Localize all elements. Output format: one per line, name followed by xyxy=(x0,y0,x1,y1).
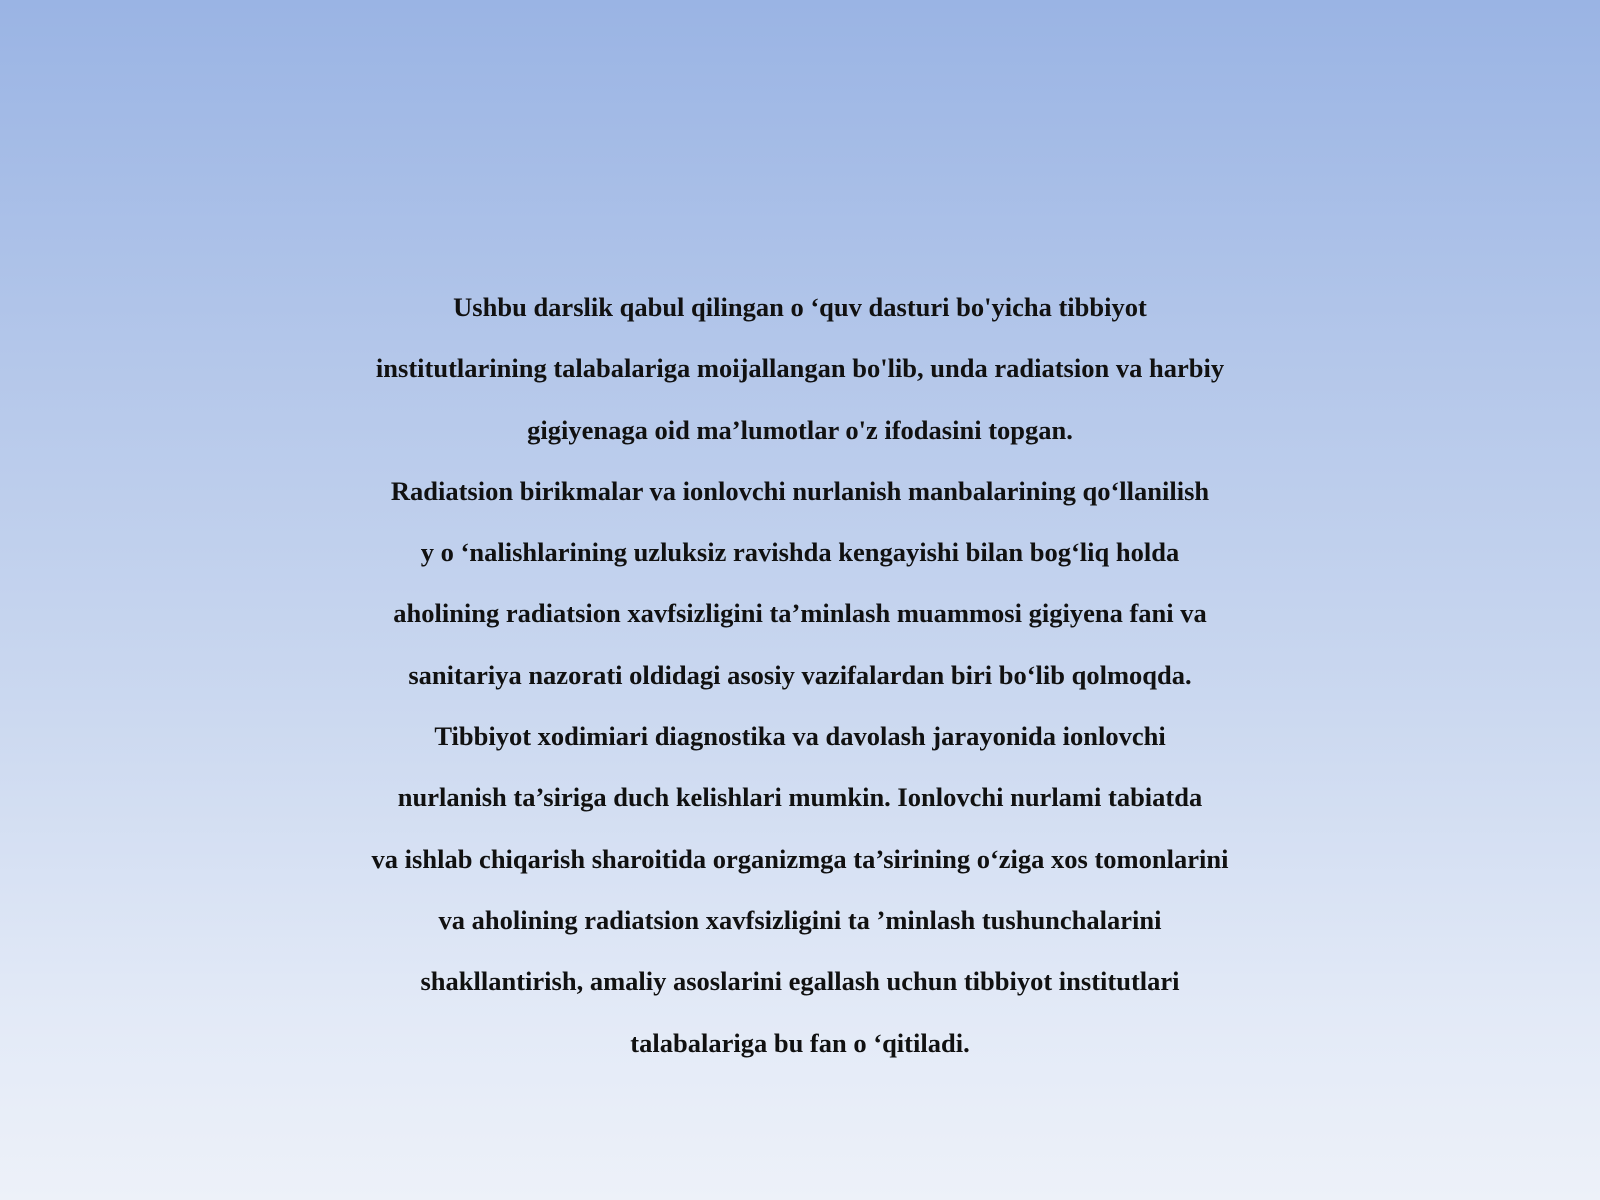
text-line: talabalariga bu fan o ‘qitiladi. xyxy=(630,1027,970,1058)
body-text xyxy=(300,277,1300,1074)
text-line: y o ‘nalishlarining uzluksiz ravishda kengayishi bilan bog‘liq holda xyxy=(420,537,1180,568)
text-line: institutlarining talabalariga moijallangan bo'lib, unda radiatsion va harbiy xyxy=(375,353,1225,384)
text-line: va ishlab chiqarish sharoitida organizmga ta’sirining o‘ziga xos tomonlarini xyxy=(371,843,1229,874)
text-line: nurlanish ta’siriga duch kelishlari mumkin. Ionlovchi nurlami tabiatda xyxy=(397,782,1203,813)
text-line: aholining radiatsion xavfsizligini ta’minlash muammosi gigiyena fani va xyxy=(393,598,1207,629)
text-line: shakllantirish, amaliy asoslarini egallash uchun tibbiyot institutlari xyxy=(420,966,1180,997)
text-line: Radiatsion birikmalar va ionlovchi nurlanish manbalarining qo‘llanilish xyxy=(390,475,1210,506)
text-line: va aholining radiatsion xavfsizligini ta ’minlash tushunchalarini xyxy=(438,904,1162,935)
text-line: Tibbiyot xodimiari diagnostika va davolash jarayonida ionlovchi xyxy=(434,721,1166,752)
text-line: sanitariya nazorati oldidagi asosiy vazifalardan biri bo‘lib qolmoqda. xyxy=(408,659,1192,690)
text-line: Ushbu darslik qabul qilingan o ‘quv dasturi bo'yicha tibbiyot xyxy=(453,292,1147,322)
text-line: gigiyenaga oid ma’lumotlar o'z ifodasini topgan. xyxy=(527,414,1073,445)
